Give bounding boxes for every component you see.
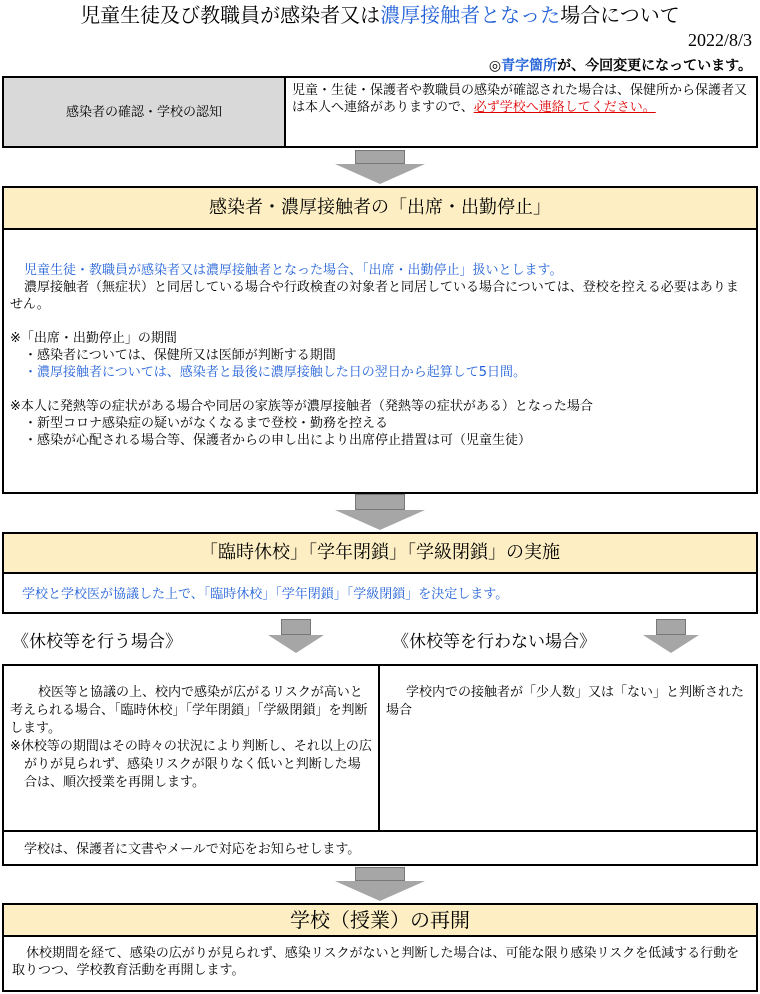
title-text: 児童生徒及び教職員が感染者又は — [80, 3, 381, 27]
note-blue-text: 青字箇所 — [501, 58, 558, 74]
down-arrow-icon — [335, 150, 425, 184]
step4-heading: 学校（授業）の再開 — [290, 908, 470, 932]
step1-text: 児童・生徒・保護者や教職員の感染が確認された場合は、保健所から保護者又は本人へ連絡がありますので、 — [292, 83, 748, 115]
note-text: が、今回変更になっています。 — [557, 58, 752, 74]
step1-detail-box — [284, 76, 758, 148]
step4-text: 休校期間を経て、感染の広がりが見られず、感染リスクがないと判断した場合は、可能な限り感染リスクを低減する行動を取りつつ、学校教育活動を再開します。 — [12, 946, 740, 978]
step4-heading-box — [2, 903, 758, 937]
note-mark: ◎ — [488, 58, 502, 74]
case-no-text: 学校内での接触者が「少人数」又は「ない」と判断された場合 — [386, 685, 745, 718]
symptom-item-1: ・新型コロナ感染症の疑いがなくなるまで登校・勤務を控える — [24, 416, 389, 431]
down-arrow-icon — [268, 619, 324, 653]
symptom-title: ※本人に発熱等の症状がある場合や同居の家族等が濃厚接触者（発熱等の症状がある）となった場合 — [10, 399, 593, 414]
change-note — [489, 55, 752, 75]
case-yes-box — [2, 664, 380, 832]
step1-label-box — [2, 76, 286, 148]
case-yes-note: ※休校等の期間はその時々の状況により判断し、それ以上の広がりが見られず、感染リスクが限りなく低いと判断した場合は、順次授業を再開します。 — [10, 739, 372, 790]
case-yes-label: 《休校等を行う場合》 — [12, 632, 182, 652]
step1-label: 感染者の確認・学校の認知 — [65, 104, 222, 120]
case-no-box — [378, 664, 758, 832]
page-title — [0, 2, 760, 28]
title-blue-text: 濃厚接触者となった — [380, 3, 561, 27]
case-yes-text: 校医等と協議の上、校内で感染が広がるリスクが高いと考えられる場合、「臨時休校」「学年閉鎖」「学級閉鎖」を判断します。 — [10, 685, 368, 736]
step2-heading-box — [2, 186, 758, 230]
down-arrow-icon — [335, 867, 425, 901]
step2-line2: 濃厚接触者（無症状）と同居している場合や行政検査の対象者と同居している場合については、登校を控える必要はありません。 — [10, 280, 739, 312]
step2-line1: 児童生徒・教職員が感染者又は濃厚接触者となった場合、「出席・出勤停止」扱いとします。 — [24, 263, 563, 278]
title-end-text: 場合について — [560, 3, 680, 27]
period-infected: ・感染者については、保健所又は医師が判断する期間 — [24, 348, 336, 363]
symptom-item-2: ・感染が心配される場合等、保護者からの申し出により出席停止措置は可（児童生徒） — [24, 433, 532, 448]
step3-decision-box — [2, 572, 758, 614]
step4-body-box — [2, 935, 758, 992]
step3-heading-box — [2, 532, 758, 574]
step1-detail — [292, 82, 750, 116]
step3-heading: 「臨時休校」「学年閉鎖」「学級閉鎖」の実施 — [200, 542, 560, 563]
down-arrow-icon — [335, 494, 425, 530]
step3-decision: 学校と学校医が協議した上で、「臨時休校」「学年閉鎖」「学級閉鎖」を決定します。 — [22, 587, 509, 602]
period-title: ※「出席・出勤停止」の期間 — [10, 331, 177, 346]
step2-heading: 感染者・濃厚接触者の「出席・出勤停止」 — [209, 197, 551, 218]
document-date: 2022/8/3 — [687, 30, 752, 50]
period-close-contact: ・濃厚接触者については、感染者と最後に濃厚接触した日の翌日から起算して5日間。 — [24, 365, 527, 380]
step1-contact-school: 必ず学校へ連絡してください。 — [473, 100, 656, 115]
notify-box — [2, 830, 758, 866]
down-arrow-icon — [643, 619, 699, 653]
case-no-label: 《休校等を行わない場合》 — [392, 632, 596, 652]
notify-text: 学校は、保護者に文書やメールで対応をお知らせします。 — [24, 842, 361, 857]
step2-body-box — [2, 228, 758, 494]
